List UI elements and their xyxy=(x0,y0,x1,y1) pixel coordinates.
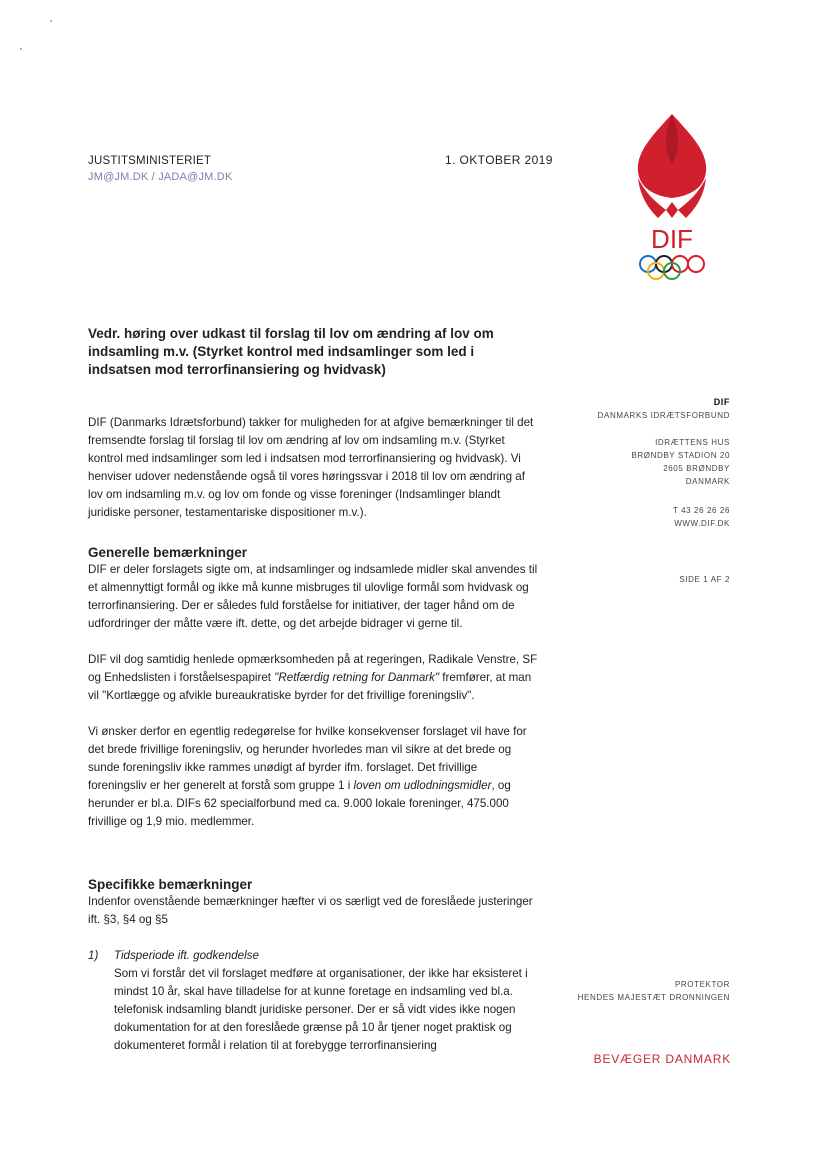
address-line: BRØNDBY STADION 20 xyxy=(631,451,730,460)
sidebar-protector xyxy=(560,978,730,1004)
text-span: fremfører, at man vil "Kortlægge og afvikle bureaukratiske byrder for det frivillige foreningsliv". xyxy=(88,671,532,702)
address-line: IDRÆTTENS HUS xyxy=(655,438,730,447)
list-item-text: Som vi forstår det vil forslaget medføre at organisationer, der ikke har eksisteret i mindst 10 år, skal have tilladelse for at kunne foretage en indsamling ved bl.a. telefonisk indsamling blandt juridiske personer. Der er så vidt vides ikke nogen dokumentation for at den foreslåede grænse på 10 år tjener noget praktisk og dokumenteret formål i relation til at forebygge terrorfinansiering xyxy=(114,967,528,1052)
general-section xyxy=(88,544,538,849)
text-span: , og herunder er bl.a. DIFs 62 specialforbund med ca. 9.000 lokale foreninger, 475.000 frivillige og 1,9 mio. medlemmer. xyxy=(88,779,511,828)
list-number: 1) xyxy=(88,949,99,962)
sidebar-org xyxy=(560,396,730,422)
general-paragraph-2 xyxy=(88,651,538,705)
address-line: 2605 BRØNDBY xyxy=(663,464,730,473)
letter-date: 1. OKTOBER 2019 xyxy=(445,153,553,167)
website-link[interactable]: WWW.DIF.DK xyxy=(674,519,730,528)
specific-paragraph-1: Indenfor ovenstående bemærkninger hæfter vi os særligt ved de foreslåede justeringer ift. §3, §4 og §5 xyxy=(88,895,533,926)
specific-section xyxy=(88,876,538,1055)
scan-speck xyxy=(50,20,52,22)
dif-logo xyxy=(632,106,712,291)
address-line: DANMARK xyxy=(685,477,730,486)
intro-text: DIF (Danmarks Idrætsforbund) takker for muligheden for at afgive bemærkninger til det fremsendte forslag til forslag til lov om ændring af lov om indsamling m.v. (Styrket kontrol med indsamlinger som led i indsatsen mod terrorfinansiering og hvidvask). Vi henviser udover nedenstående også til vores høringssvar i 2018 til lov om ændring af lov om indsamling m.v. og lov om fonde og visse foreninger (Indsamlinger blandt juridiske personer, testamentariske dispositioner m.v.). xyxy=(88,416,534,519)
general-heading: Generelle bemærkninger xyxy=(88,545,248,560)
sidebar-org-short: DIF xyxy=(713,397,730,407)
protector-label: PROTEKTOR xyxy=(674,980,730,989)
general-paragraph-1: DIF er deler forslagets sigte om, at indsamlinger og indsamlede midler skal anvendes til et almennyttigt formål og ikke må kunne misbruges til ulovlige formål som hvidvask og terrorfinansiering. Der er således fuld forståelse for initiativer, der tager hånd om de udfordringer der måtte være ift. dette, og det arbejde bidrager vi gerne til. xyxy=(88,563,538,630)
law-emphasis: loven om udlodningsmidler xyxy=(353,779,492,792)
sidebar-org-full: DANMARKS IDRÆTSFORBUND xyxy=(597,411,730,420)
title-emphasis: "Retfærdig retning for Danmark" xyxy=(274,671,440,684)
page-indicator: SIDE 1 AF 2 xyxy=(679,575,730,584)
text-span: DIF vil dog samtidig henlede opmærksomheden på at regeringen, Radikale Venstre, SF og Enhedslisten i forståelsespapiret xyxy=(88,653,538,684)
text-span: Vi ønsker derfor en egentlig redegørelse for hvilke konsekvenser forslaget vil have for det brede frivillige foreningsliv, og herunder hvorledes man vil sikre at det brede og sunde foreningsliv ikke rammes unødigt af byrder ifm. forslaget. Det frivillige foreningsliv er her generelt at forstå som gruppe 1 i xyxy=(88,725,527,792)
recipient-block xyxy=(88,153,232,185)
general-paragraph-3 xyxy=(88,723,538,831)
scan-speck xyxy=(20,48,22,50)
flame-icon xyxy=(632,106,712,286)
intro-paragraph xyxy=(88,414,538,540)
sidebar-address xyxy=(560,436,730,488)
recipient-emails[interactable]: JM@JM.DK / JADA@JM.DK xyxy=(88,171,233,183)
logo-text: DIF xyxy=(651,224,693,254)
protector-name: HENDES MAJESTÆT DRONNINGEN xyxy=(577,993,730,1002)
list-item xyxy=(88,947,538,1055)
footer-tagline: BEVÆGER DANMARK xyxy=(593,1052,731,1066)
subject-line: Vedr. høring over udkast til forslag til lov om ændring af lov om indsamling m.v. (Styrket kontrol med indsamlinger som led i indsatsen mod terrorfinansiering og hvidvask) xyxy=(88,326,494,377)
list-item-title: Tidsperiode ift. godkendelse xyxy=(114,949,259,962)
phone-number: T 43 26 26 26 xyxy=(672,506,730,515)
specific-heading: Specifikke bemærkninger xyxy=(88,877,253,892)
recipient-org: JUSTITSMINISTERIET xyxy=(88,155,212,167)
sidebar-contact xyxy=(560,504,730,530)
